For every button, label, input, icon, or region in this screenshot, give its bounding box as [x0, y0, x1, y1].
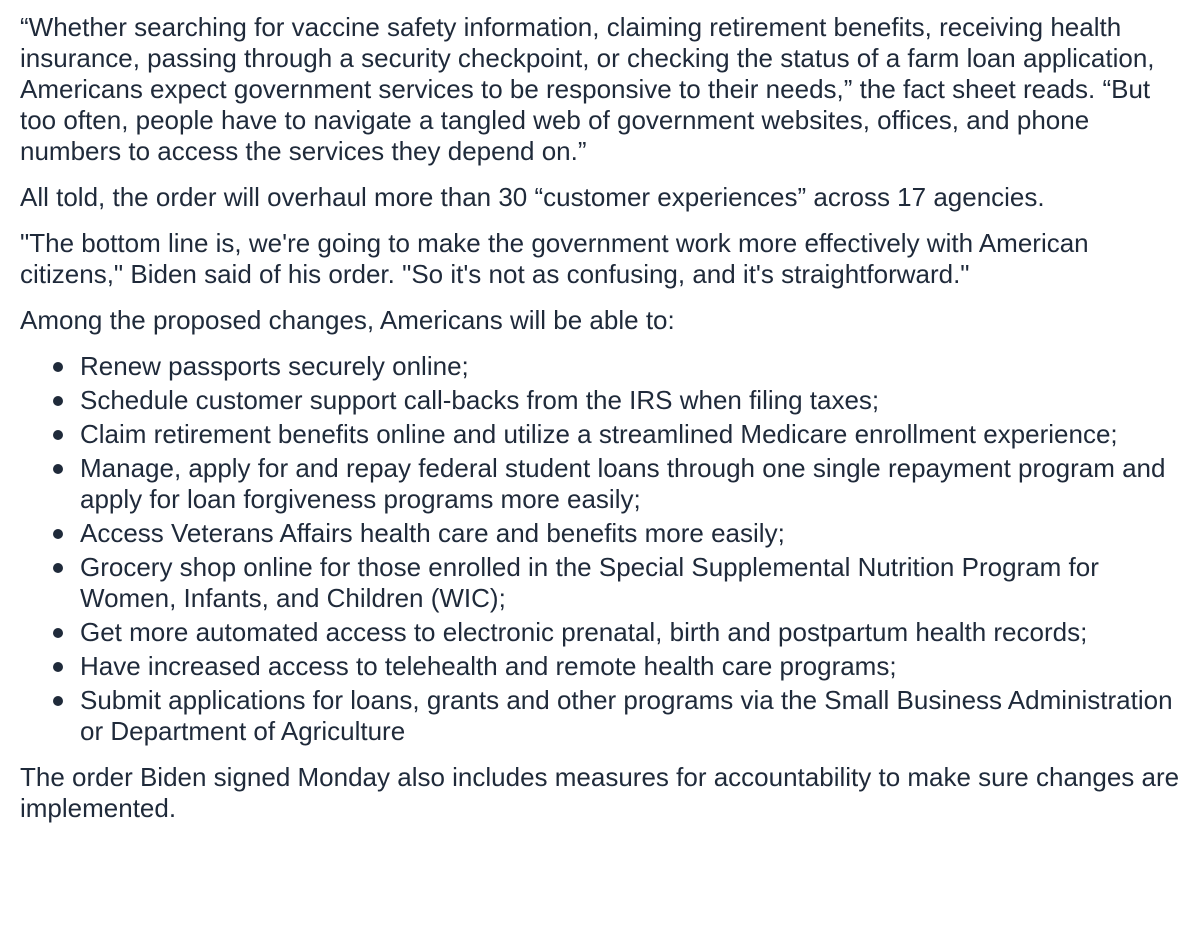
list-item-text: Submit applications for loans, grants and other programs via the Small Business Administration or Department of Agriculture	[80, 685, 1173, 746]
bullet-icon	[53, 430, 63, 440]
article-body	[20, 12, 1190, 839]
list-item	[20, 351, 1190, 382]
bullet-icon	[53, 662, 63, 672]
proposed-changes-list	[20, 351, 1190, 747]
bullet-icon	[53, 362, 63, 372]
bullet-icon	[53, 563, 63, 573]
list-item-text: Claim retirement benefits online and utilize a streamlined Medicare enrollment experience;	[80, 419, 1118, 449]
list-item	[20, 453, 1190, 515]
list-intro-paragraph: Among the proposed changes, Americans will be able to:	[20, 305, 675, 335]
bullet-icon	[53, 696, 63, 706]
biden-quote-paragraph: "The bottom line is, we're going to make the government work more effectively with American citizens," Biden said of his order. "So it's not as confusing, and it's straightforward."	[20, 228, 1089, 289]
closing-paragraph: The order Biden signed Monday also includes measures for accountability to make sure changes are implemented.	[20, 762, 1180, 823]
list-item	[20, 518, 1190, 549]
list-item	[20, 419, 1190, 450]
list-item-text: Schedule customer support call-backs from the IRS when filing taxes;	[80, 385, 880, 415]
summary-paragraph: All told, the order will overhaul more than 30 “customer experiences” across 17 agencies.	[20, 182, 1045, 212]
list-item-text: Get more automated access to electronic prenatal, birth and postpartum health records;	[80, 617, 1088, 647]
list-item-text: Manage, apply for and repay federal student loans through one single repayment program and apply for loan forgiveness programs more easily;	[80, 453, 1166, 514]
bullet-icon	[53, 529, 63, 539]
list-item-text: Access Veterans Affairs health care and benefits more easily;	[80, 518, 785, 548]
bullet-icon	[53, 464, 63, 474]
list-item-text: Have increased access to telehealth and remote health care programs;	[80, 651, 897, 681]
list-item-text: Renew passports securely online;	[80, 351, 469, 381]
bullet-icon	[53, 628, 63, 638]
list-item	[20, 385, 1190, 416]
list-item	[20, 617, 1190, 648]
list-item	[20, 552, 1190, 614]
list-item	[20, 651, 1190, 682]
list-item-text: Grocery shop online for those enrolled in the Special Supplemental Nutrition Program for Women, Infants, and Children (WIC);	[80, 552, 1099, 613]
bullet-icon	[53, 396, 63, 406]
quote-paragraph: “Whether searching for vaccine safety information, claiming retirement benefits, receiving health insurance, passing through a security checkpoint, or checking the status of a farm loan application, Americans expect government services to be responsive to their needs,” the fact sheet reads. “But too often, people have to navigate a tangled web of government websites, offices, and phone numbers to access the services they depend on.”	[20, 12, 1155, 166]
list-item	[20, 685, 1190, 747]
